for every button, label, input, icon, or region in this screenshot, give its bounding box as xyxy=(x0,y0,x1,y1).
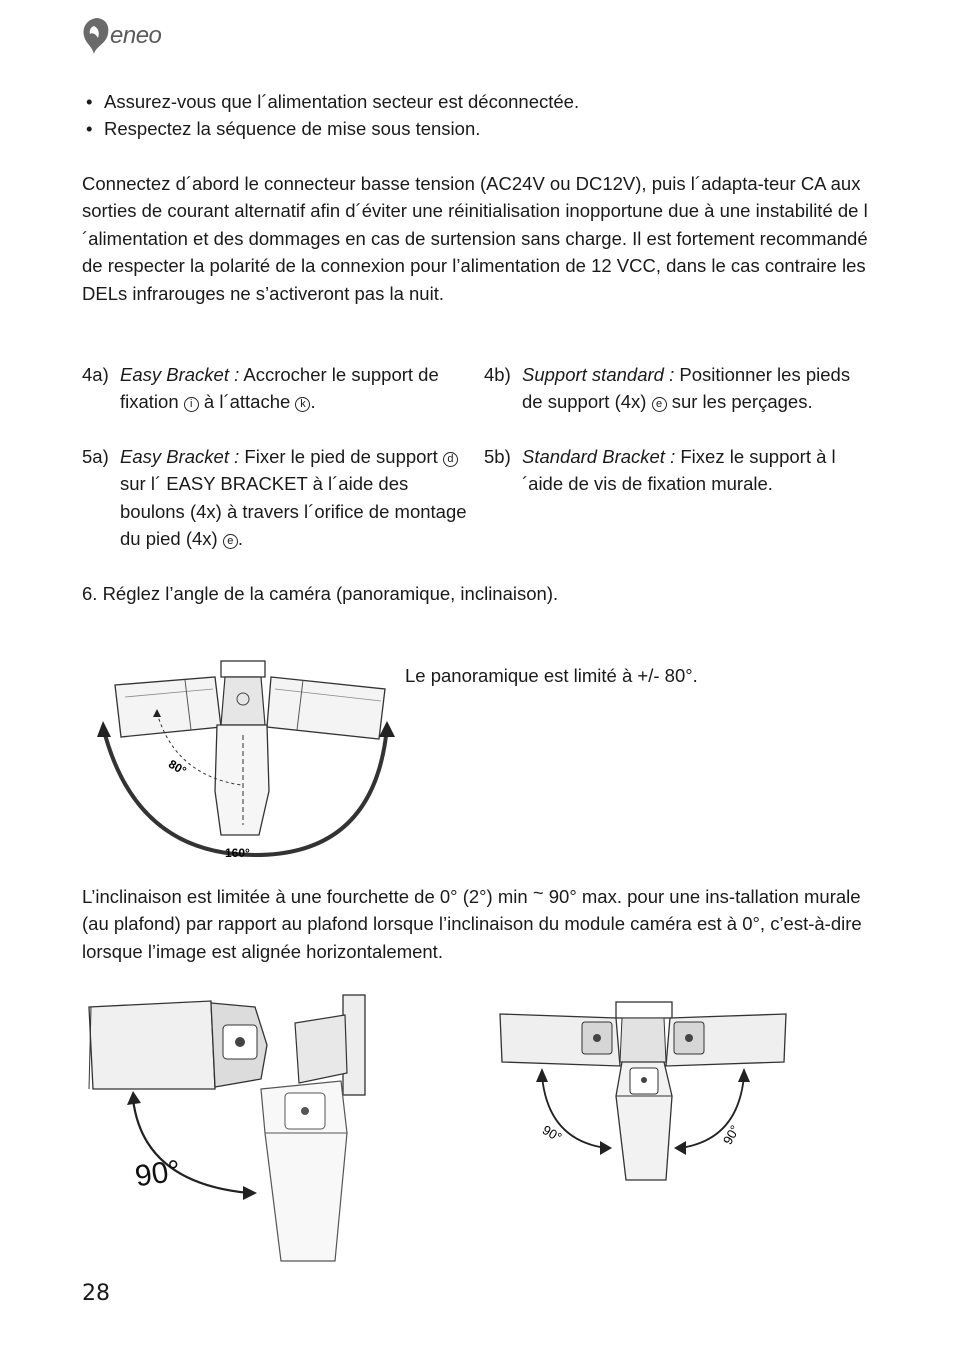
logo-mark-icon xyxy=(80,16,114,56)
pan-caption: Le panoramique est limité à +/- 80°. xyxy=(405,665,698,686)
step-label: Support standard : xyxy=(522,364,675,385)
step-6: 6. Réglez l’angle de la caméra (panoramique, inclinaison). xyxy=(82,583,559,604)
step-number: 4a) xyxy=(82,364,109,385)
step-text: Fixez le support à l´aide de vis de fixation murale. xyxy=(522,446,836,495)
step-number: 5a) xyxy=(82,446,109,467)
power-paragraph: Connectez d´abord le connecteur basse tension (AC24V ou DC12V), puis l´adapta-teur CA aux sorties de courant alternatif afin d´éviter une réinitialisation inopportune due à une instabilité de l´alimentation et des dommages en cas de surtension sans charge. Il est fortement recommandé de respecter la polarité de la connexion pour l’alimentation de 12 VCC, dans le cas contraire les DELs infrarouges ne s’activeront pas la nuit. xyxy=(82,173,868,304)
arrow-head-right-icon xyxy=(600,1141,612,1155)
circled-letter: d xyxy=(443,452,458,467)
circled-letter: k xyxy=(295,397,310,412)
circled-letter: e xyxy=(652,397,667,412)
step-number: 4b) xyxy=(484,364,511,385)
arrow-head-left-icon xyxy=(97,721,111,737)
bullet-item: • Respectez la séquence de mise sous tension. xyxy=(84,115,579,142)
step-text: Fixer le pied de support xyxy=(239,446,443,467)
circled-letter: e xyxy=(223,534,238,549)
tilt-tilde: ~ xyxy=(532,882,544,903)
page-number: 28 xyxy=(82,1281,110,1306)
step-text: . xyxy=(310,391,316,413)
step-5a xyxy=(82,443,467,553)
step-body xyxy=(522,443,874,498)
pan-figure xyxy=(95,655,415,865)
tilt-figure-wall xyxy=(85,993,375,1268)
pan-angle-small-label: 80° xyxy=(166,756,189,779)
step-5b xyxy=(484,443,874,498)
arrow-head-up-icon xyxy=(738,1068,750,1082)
step-text: à l´attache xyxy=(198,391,296,413)
arrow-head-up-icon xyxy=(536,1068,548,1082)
tilt-ceiling-angle-right-label: 90° xyxy=(719,1122,743,1148)
step-label: Standard Bracket : xyxy=(522,446,676,467)
step-text: Accrocher le support de fixation xyxy=(120,364,439,413)
step-text: sur l´ EASY BRACKET à l´aide des boulons (4x) à travers l´orifice de montage du pied (4x) xyxy=(120,473,467,550)
bullet-list xyxy=(84,88,579,143)
tilt-text: L’inclinaison est limitée à une fourchette de 0° (2°) min xyxy=(82,886,533,907)
tilt-text: 90° max. pour une ins-tallation murale (au plafond) par rapport au plafond lorsque l’inclinaison du module caméra est à 0°, c’est-à-dire lorsque l’image est alignée horizontalement. xyxy=(82,886,862,962)
arrow-head-left-icon xyxy=(674,1141,686,1155)
step-text: . xyxy=(237,528,243,550)
brand-logo xyxy=(80,16,190,58)
circled-letter: i xyxy=(184,397,199,412)
step-4b xyxy=(484,361,874,416)
tilt-ceiling-angle-left-label: 90° xyxy=(539,1122,565,1145)
brand-name: eneo xyxy=(110,22,162,49)
step-number: 5b) xyxy=(484,446,511,467)
step-body xyxy=(120,361,467,416)
tilt-paragraph xyxy=(82,879,874,965)
tilt-figure-ceiling xyxy=(498,1000,788,1185)
step-text: Positionner les pieds de support (4x) xyxy=(522,364,851,413)
step-label: Easy Bracket : xyxy=(120,446,240,467)
step-label: Easy Bracket : xyxy=(120,364,240,385)
step-text: sur les perçages. xyxy=(666,391,813,413)
tilt-wall-angle-label: 90° xyxy=(133,1154,183,1194)
step-body xyxy=(120,443,467,553)
bullet-item: • Assurez-vous que l´alimentation secteur est déconnectée. xyxy=(84,88,579,115)
arrow-head-up-icon xyxy=(127,1091,141,1105)
step-4a xyxy=(82,361,467,416)
step-body xyxy=(522,361,874,416)
pan-angle-total-label: 160° xyxy=(225,846,250,860)
arrow-head-right-icon xyxy=(243,1186,257,1200)
